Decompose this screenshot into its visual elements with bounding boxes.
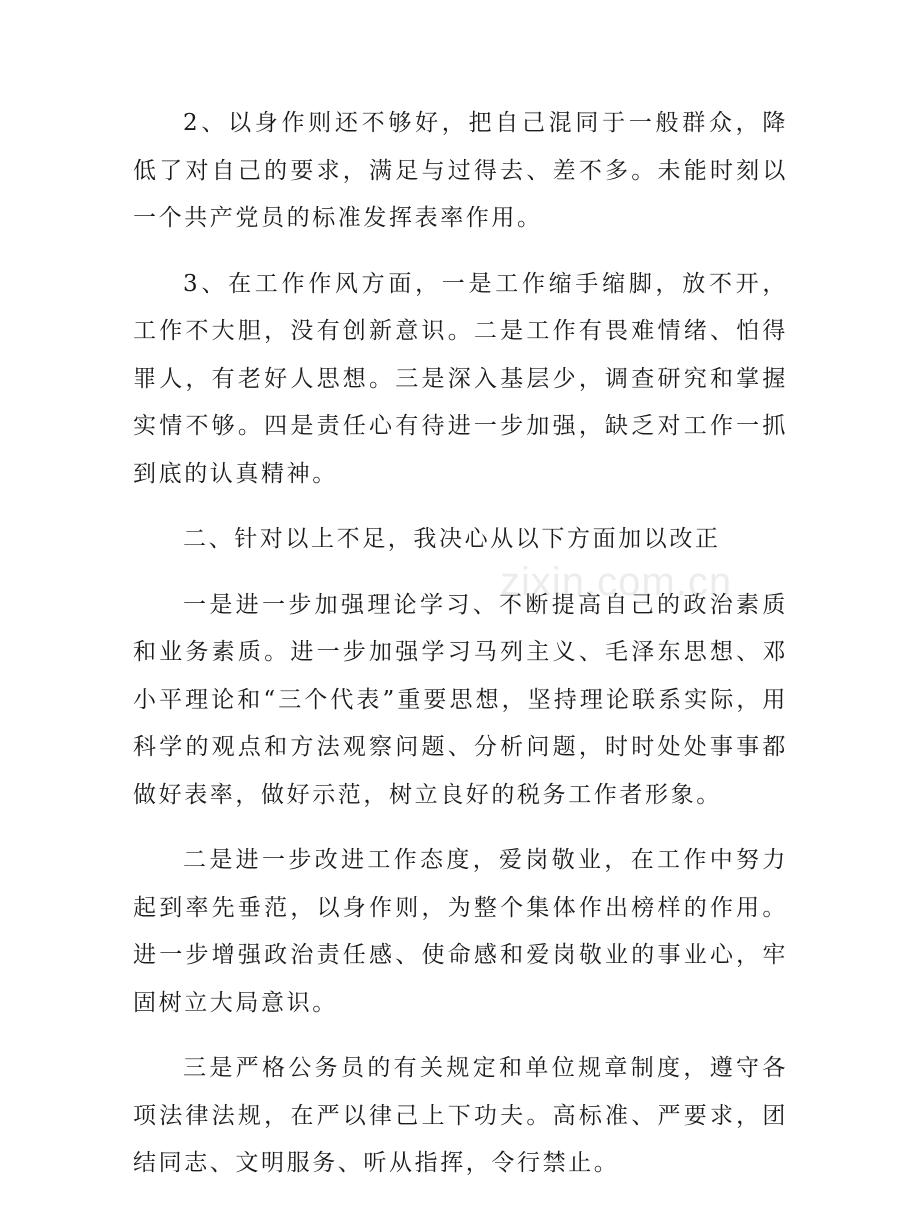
paragraph-shortcoming-3: 3、在工作作风方面，一是工作缩手缩脚，放不开，工作不大胆，没有创新意识。二是工作有畏难情绪、怕得罪人，有老好人思想。三是深入基层少，调查研究和掌握实情不够。四是责任心有待进一步加强，缺乏对工作一抓到底的认真精神。 <box>133 270 788 487</box>
paragraph-shortcoming-2: 2、以身作则还不够好，把自己混同于一般群众，降低了对自己的要求，满足与过得去、差不多。未能时刻以一个共产党员的标准发挥表率作用。 <box>133 110 788 231</box>
watermark: zixin.com.cn <box>500 560 733 604</box>
paragraph-correction-2: 二是进一步改进工作态度，爱岗敬业，在工作中努力起到率先垂范，以身作则，为整个集体作出榜样的作用。进一步增强政治责任感、使命感和爱岗敬业的事业心，牢固树立大局意识。 <box>133 847 788 1016</box>
document-body <box>133 100 788 1206</box>
paragraph-correction-1: 一是进一步加强理论学习、不断提高自己的政治素质和业务素质。进一步加强学习马列主义、毛泽东思想、邓小平理论和“三个代表”重要思想，坚持理论联系实际，用科学的观点和方法观察问题、分析问题，时时处处事事都做好表率，做好示范，树立良好的税务工作者形象。 <box>133 591 788 808</box>
section-heading-corrections: 二、针对以上不足，我决心从以下方面加以改正 <box>183 526 721 552</box>
paragraph-correction-3: 三是严格公务员的有关规定和单位规章制度，遵守各项法律法规，在严以律己上下功夫。高标准、严要求，团结同志、文明服务、听从指挥，令行禁止。 <box>133 1055 788 1176</box>
